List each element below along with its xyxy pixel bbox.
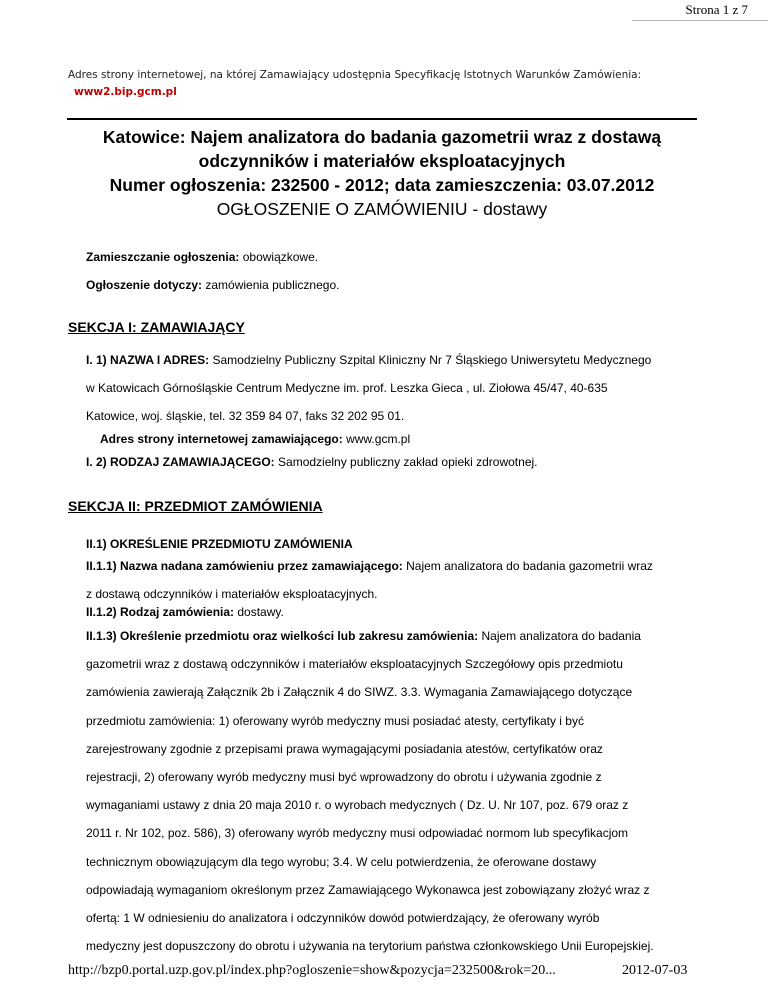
contract-name-label: II.1.1) Nazwa nadana zamówieniu przez zamawiającego:	[86, 559, 403, 573]
placement-row	[86, 250, 318, 264]
description-line: gazometrii wraz z dostawą odczynników i materiałów eksploatacyjnych Szczegółowy opis przedmiotu	[86, 657, 623, 672]
address-line-3: Katowice, woj. śląskie, tel. 32 359 84 07, faks 32 202 95 01.	[86, 409, 405, 424]
description-line: ofertą: 1 W odniesieniu do analizatora i odczynników dowód potwierdzający, że oferowany wyrób	[86, 911, 600, 926]
address-line-2: w Katowicach Górnośląskie Centrum Medyczne im. prof. Leszka Gieca , ul. Ziołowa 45/47, 40-635	[86, 381, 608, 396]
notice-type-line: OGŁOSZENIE O ZAMÓWIENIU - dostawy	[216, 199, 548, 219]
description-line: przedmiotu zamówienia: 1) oferowany wyrób medyczny musi posiadać atesty, certyfikaty i być	[86, 713, 584, 728]
contract-kind-label: II.1.2) Rodzaj zamówienia:	[86, 605, 235, 619]
contract-description-label: II.1.3) Określenie przedmiotu oraz wielkości lub zakresu zamówienia:	[86, 629, 479, 643]
placement-value: obowiązkowe.	[242, 250, 319, 264]
address-line-1: Samodzielny Publiczny Szpital Kliniczny Nr 7 Śląskiego Uniwersytetu Medycznego	[212, 353, 652, 367]
title-line-1: Katowice: Najem analizatora do badania gazometrii wraz z dostawą	[102, 127, 662, 147]
header-divider	[632, 20, 768, 21]
section-1-heading: SEKCJA I: ZAMAWIAJĄCY	[68, 319, 245, 335]
authority-type-label: I. 2) RODZAJ ZAMAWIAJĄCEGO:	[86, 455, 275, 469]
name-address-label: I. 1) NAZWA I ADRES:	[86, 353, 210, 367]
description-line: wymaganiami ustawy z dnia 20 maja 2010 r. o wyrobach medycznych ( Dz. U. Nr 107, poz. 679 oraz z	[86, 798, 629, 813]
description-line: medyczny jest dopuszczony do obrotu i używania na terytorium państwa członkowskiego Unii Europejskiej.	[86, 939, 654, 954]
authority-type-value: Samodzielny publiczny zakład opieki zdrowotnej.	[278, 455, 538, 469]
concerns-label: Ogłoszenie dotyczy:	[86, 278, 203, 292]
placement-label: Zamieszczanie ogłoszenia:	[86, 250, 240, 264]
description-line: technicznym obowiązującym dla tego wyrobu; 3.4. W celu potwierdzenia, że oferowane dostawy	[86, 854, 597, 869]
description-line: odpowiadają wymaganiom określonym przez Zamawiającego Wykonawca jest zobowiązany złożyć wraz z	[86, 882, 650, 897]
description-line: 2011 r. Nr 102, poz. 586), 3) oferowany wyrób medyczny musi odpowiadać normom lub specyfikacjom	[86, 826, 629, 841]
footer-date: 2012-07-03	[622, 963, 688, 978]
description-line: rejestracji, 2) oferowany wyrób medyczny musi być wprowadzony do obrotu i używania zgodnie z	[86, 770, 602, 785]
siwz-website-label: Adres strony internetowej, na której Zamawiający udostępnia Specyfikację Istotnych Warunków Zamówienia:	[68, 69, 642, 81]
description-line: Najem analizatora do badania	[481, 629, 641, 643]
contract-kind-value: dostawy.	[237, 605, 284, 619]
section-2-heading: SEKCJA II: PRZEDMIOT ZAMÓWIENIA	[68, 498, 323, 514]
title-divider	[67, 118, 697, 120]
notice-title	[67, 125, 697, 221]
notice-number-line: Numer ogłoszenia: 232500 - 2012; data zamieszczenia: 03.07.2012	[109, 175, 655, 195]
authority-website-value: www.gcm.pl	[346, 432, 411, 446]
page-number: Strona 1 z 7	[685, 2, 748, 17]
contract-name-line-1: Najem analizatora do badania gazometrii wraz	[406, 559, 653, 573]
siwz-website-block	[68, 65, 748, 98]
authority-website-label: Adres strony internetowej zamawiającego:	[100, 432, 343, 446]
title-line-2: odczynników i materiałów eksploatacyjnych	[198, 151, 566, 171]
description-line: zarejestrowany zgodnie z przepisami prawa wymagającymi posiadania atestów, certyfikatów oraz	[86, 741, 603, 756]
concerns-value: zamówienia publicznego.	[205, 278, 340, 292]
authority-type-row	[86, 448, 711, 476]
contract-description-block	[86, 622, 711, 960]
subject-definition-label: II.1) OKREŚLENIE PRZEDMIOTU ZAMÓWIENIA	[86, 537, 353, 551]
footer-url[interactable]: http://bzp0.portal.uzp.gov.pl/index.php?ogloszenie=show&pozycja=232500&rok=20...	[68, 963, 556, 978]
contract-name-line-2: z dostawą odczynników i materiałów eksploatacyjnych.	[86, 587, 378, 602]
siwz-website-link[interactable]: www2.bip.gcm.pl	[74, 86, 177, 98]
description-line: zamówienia zawierają Załącznik 2b i Załącznik 4 do SIWZ. 3.3. Wymagania Zamawiającego dotyczące	[86, 685, 633, 700]
concerns-row	[86, 278, 339, 292]
contracting-authority-name	[86, 346, 711, 431]
